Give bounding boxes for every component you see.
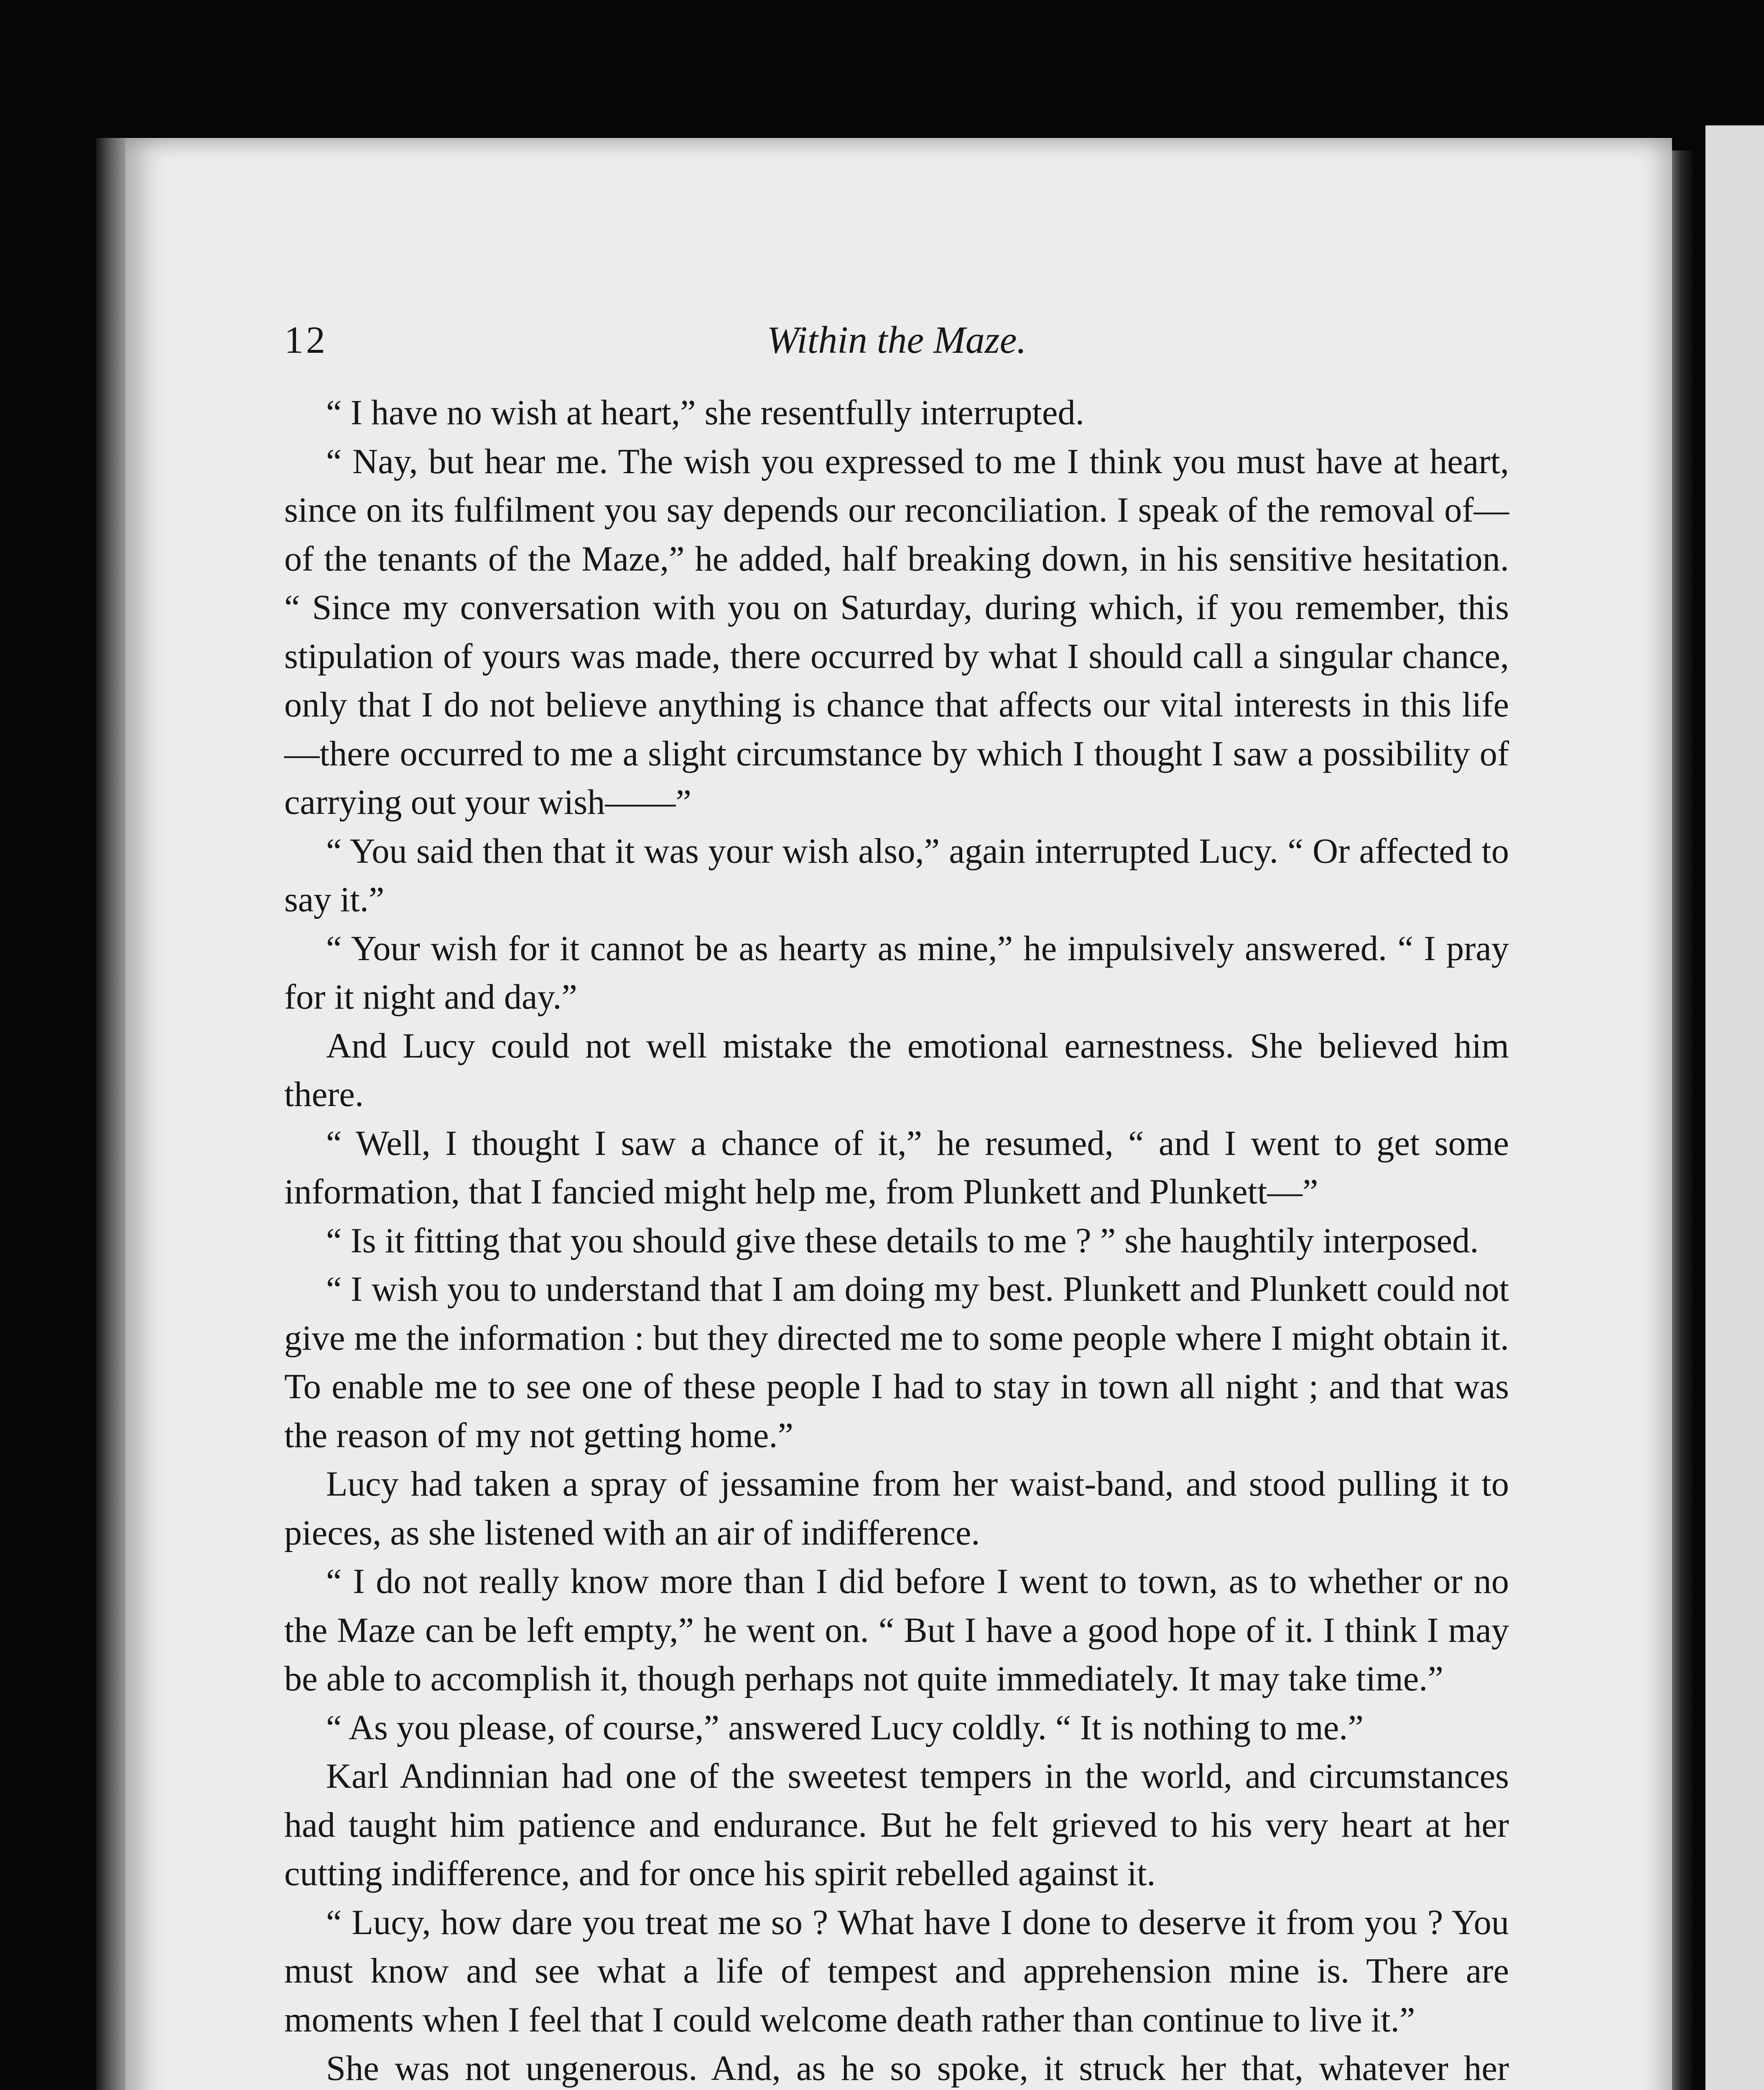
page-number: 12 <box>284 319 328 361</box>
paragraph: “ As you please, of course,” answered Lucy coldly. “ It is nothing to me.” <box>326 1708 1364 1747</box>
paragraph: “ I do not really know more than I did before I went to town, as to whether or no the Maze can be left empty,” he went on. “ But I have a good hope of it. I think I may be able to accomplish it, though perhaps not quite immediately. It may take time.” <box>284 1562 1509 1698</box>
paragraph: “ Well, I thought I saw a chance of it,” he resumed, “ and I went to get some information, that I fancied might help me, from Plunkett and Plunkett—” <box>284 1124 1509 1211</box>
paragraph: Karl Andinnian had one of the sweetest tempers in the world, and circumstances had taught him patience and endurance. But he felt grieved to his very heart at her cutting indifference, and for once his spirit rebelled against it. <box>284 1757 1509 1893</box>
paragraph: “ Your wish for it cannot be as hearty as mine,” he impulsively answered. “ I pray for it night and day.” <box>284 929 1509 1017</box>
paragraph: “ I have no wish at heart,” she resentfully interrupted. <box>326 393 1084 432</box>
body-text <box>284 389 1509 2090</box>
running-title: Within the Maze. <box>767 319 1027 361</box>
paragraph: “ You said then that it was your wish also,” again interrupted Lucy. “ Or affected to say it.” <box>284 831 1509 919</box>
paragraph: “ Lucy, how dare you treat me so ? What have I done to deserve it from you ? You must know and see what a life of tempest and apprehension mine is. There are moments when I feel that I could welcome death rather than continue to live it.” <box>284 1903 1509 2039</box>
adjacent-page-edge <box>1705 125 1764 2090</box>
paragraph: Lucy had taken a spray of jessamine from her waist-band, and stood pulling it to pieces, as she listened with an air of indifference. <box>284 1465 1509 1552</box>
paragraph: She was not ungenerous. And, as he so spoke, it struck her that, whatever her <box>326 2049 1509 2088</box>
paragraph: And Lucy could not well mistake the emotional earnestness. She believed him there. <box>284 1026 1509 1114</box>
paragraph: “ Nay, but hear me. The wish you expressed to me I think you must have at heart, since on its fulfilment you say depends our reconciliation. I speak of the removal of—of the tenants of the Maze,” he added, half breaking down, in his sensitive hesitation. “ Since my conversation with you on Saturday, during which, if you remember, this stipulation of yours was made, there occurred by what I should call a singular chance, only that I do not believe anything is chance that affects our vital interests in this life—there occurred to me a slight circumstance by which I thought I saw a possibility of carrying out your wish——” <box>284 442 1509 822</box>
paragraph: “ I wish you to understand that I am doing my best. Plunkett and Plunkett could not give me the information : but they directed me to some people where I might obtain it. To enable me to see one of these people I had to stay in town all night ; and that was the reason of my not getting home.” <box>284 1270 1509 1455</box>
page-header <box>284 318 1509 372</box>
paragraph: “ Is it fitting that you should give these details to me ? ” she haughtily interposed. <box>326 1221 1479 1260</box>
